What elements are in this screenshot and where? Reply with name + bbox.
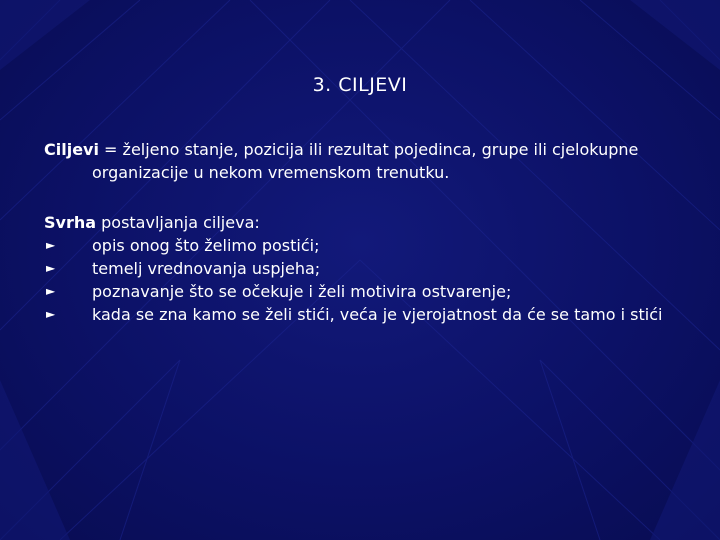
list-item-text: poznavanje što se očekuje i želi motivira ostvarenje; — [92, 282, 512, 301]
list-item-text: opis onog što želimo postići; — [92, 236, 320, 255]
purpose-term: Svrha — [44, 213, 97, 232]
arrow-bullet-icon: ► — [46, 307, 56, 321]
definition-term: Ciljevi — [44, 140, 99, 159]
purpose-text: postavljanja ciljeva: — [96, 213, 260, 232]
list-item-text: temelj vrednovanja uspjeha; — [92, 259, 321, 278]
arrow-bullet-icon: ► — [46, 284, 56, 298]
purpose-heading — [44, 211, 674, 234]
slide-title: 3. CILJEVI — [312, 74, 408, 96]
list-item — [44, 234, 674, 257]
spacer — [44, 184, 674, 211]
slide-content — [44, 138, 674, 326]
list-item — [44, 257, 674, 280]
definition-text: = željeno stanje, pozicija ili rezultat pojedinca, grupe ili cjelokupne organizacije u nekom vremenskom trenutku. — [92, 140, 639, 182]
arrow-bullet-icon: ► — [46, 261, 56, 275]
definition-paragraph — [44, 138, 674, 184]
list-item — [44, 303, 674, 326]
list-item-text: kada se zna kamo se želi stići, veća je vjerojatnost da će se tamo i stići — [92, 305, 663, 324]
arrow-bullet-icon: ► — [46, 238, 56, 252]
list-item — [44, 280, 674, 303]
